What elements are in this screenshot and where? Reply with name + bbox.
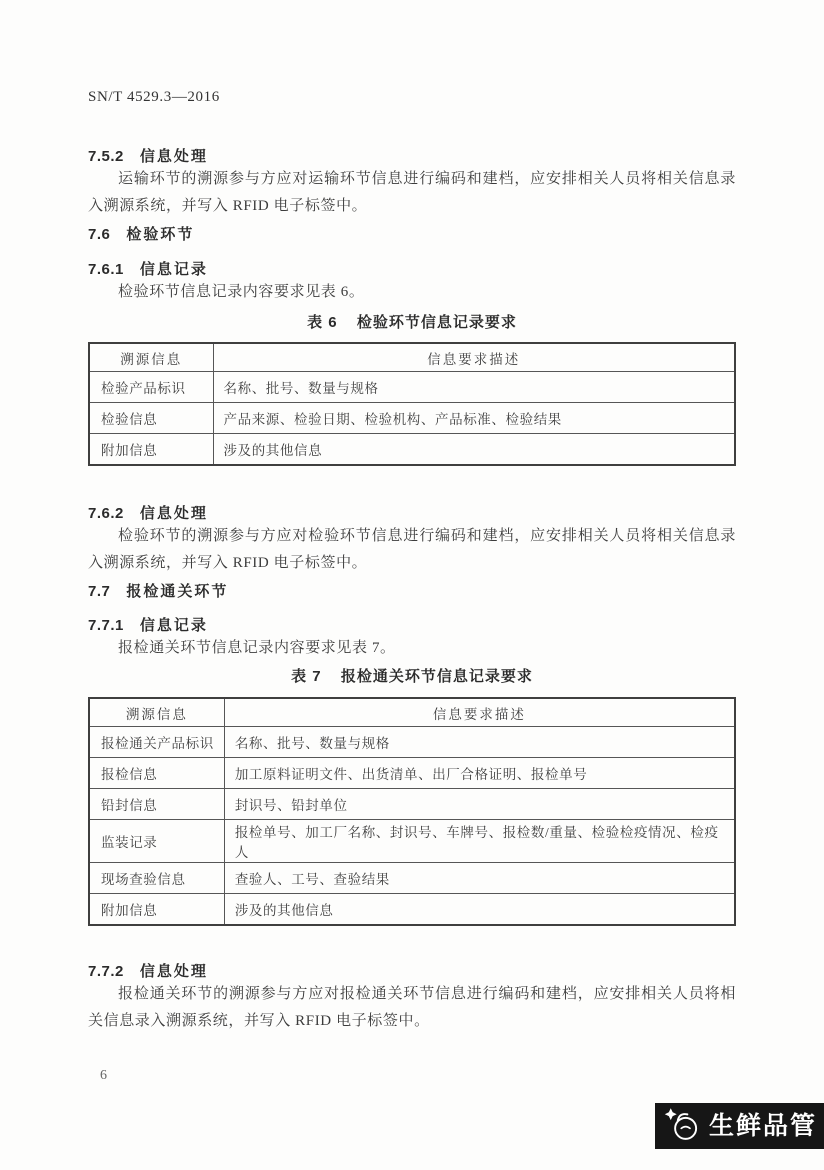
section-title: 信息记录 (139, 261, 208, 278)
table6-caption-title: 检验环节信息记录要求 (356, 314, 517, 331)
table-cell: 检验信息 (89, 403, 213, 434)
section-heading-7-6-2 (88, 504, 736, 523)
section-title: 信息记录 (139, 617, 208, 634)
table-row (89, 727, 735, 758)
table-cell: 报检信息 (89, 758, 224, 789)
table6-caption-label: 表 6 (307, 314, 338, 331)
watermark-banner (655, 1103, 824, 1149)
pig-logo-icon (662, 1104, 704, 1149)
section-number: 7.6.2 (88, 505, 124, 522)
table-row (89, 894, 735, 926)
table-cell: 涉及的其他信息 (224, 894, 735, 926)
table-row (89, 403, 735, 434)
table7-caption (88, 667, 736, 686)
section-number: 7.6.1 (88, 261, 124, 278)
section-number: 7.7 (88, 583, 111, 600)
table-cell: 产品来源、检验日期、检验机构、产品标准、检验结果 (213, 403, 735, 434)
section-heading-7-5-2 (88, 147, 736, 166)
paragraph-7-6-2: 检验环节的溯源参与方应对检验环节信息进行编码和建档，应安排相关人员将相关信息录入溯源系统，并写入 RFID 电子标签中。 (88, 528, 736, 571)
table-cell: 现场查验信息 (89, 863, 224, 894)
section-heading-7-6-1 (88, 260, 736, 279)
paragraph-7-5-2: 运输环节的溯源参与方应对运输环节信息进行编码和建档，应安排相关人员将相关信息录入溯源系统，并写入 RFID 电子标签中。 (88, 171, 736, 214)
table-row (89, 758, 735, 789)
table7-header-row (89, 698, 735, 727)
section-number: 7.5.2 (88, 148, 124, 165)
standard-code: SN/T 4529.3—2016 (88, 89, 220, 105)
section-number: 7.7.2 (88, 963, 124, 980)
table-cell: 加工原料证明文件、出货清单、出厂合格证明、报检单号 (224, 758, 735, 789)
table-row (89, 789, 735, 820)
table6-caption (88, 313, 736, 332)
table-cell: 附加信息 (89, 894, 224, 926)
table-row (89, 372, 735, 403)
table6-header-trace-info: 溯源信息 (89, 343, 213, 372)
table-row (89, 434, 735, 466)
table-cell: 附加信息 (89, 434, 213, 466)
section-heading-7-7 (88, 582, 736, 601)
table-row (89, 820, 735, 863)
table-cell: 铅封信息 (89, 789, 224, 820)
section-title: 信息处理 (139, 148, 208, 165)
table6-header-row (89, 343, 735, 372)
table-cell: 名称、批号、数量与规格 (224, 727, 735, 758)
section-title: 报检通关环节 (126, 583, 229, 600)
page-number: 6 (100, 1068, 108, 1083)
table-cell: 查验人、工号、查验结果 (224, 863, 735, 894)
table-cell: 监装记录 (89, 820, 224, 863)
section-number: 7.6 (88, 226, 111, 243)
section-heading-7-7-2 (88, 962, 736, 981)
table-cell: 报检通关产品标识 (89, 727, 224, 758)
table-cell: 报检单号、加工厂名称、封识号、车牌号、报检数/重量、检验检疫情况、检疫人 (224, 820, 735, 863)
table6-header-description: 信息要求描述 (213, 343, 735, 372)
section-number: 7.7.1 (88, 617, 124, 634)
table-cell: 涉及的其他信息 (213, 434, 735, 466)
paragraph-7-6-1: 检验环节信息记录内容要求见表 6。 (118, 284, 365, 300)
table-cell: 检验产品标识 (89, 372, 213, 403)
section-title: 信息处理 (139, 505, 208, 522)
table7-caption-title: 报检通关环节信息记录要求 (340, 668, 533, 685)
table-cell: 封识号、铅封单位 (224, 789, 735, 820)
table-6 (88, 342, 736, 466)
section-title: 信息处理 (139, 963, 208, 980)
section-heading-7-7-1 (88, 616, 736, 635)
table7-caption-label: 表 7 (291, 668, 322, 685)
table-cell: 名称、批号、数量与规格 (213, 372, 735, 403)
section-title: 检验环节 (126, 226, 195, 243)
table-row (89, 863, 735, 894)
paragraph-7-7-1: 报检通关环节信息记录内容要求见表 7。 (118, 640, 396, 656)
section-heading-7-6 (88, 225, 736, 244)
paragraph-7-7-2: 报检通关环节的溯源参与方应对报检通关环节信息进行编码和建档，应安排相关人员将相关信息录入溯源系统，并写入 RFID 电子标签中。 (88, 986, 736, 1029)
table7-header-description: 信息要求描述 (224, 698, 735, 727)
table-7 (88, 697, 736, 926)
watermark-brand-text: 生鲜品管 (709, 1111, 818, 1140)
table7-header-trace-info: 溯源信息 (89, 698, 224, 727)
